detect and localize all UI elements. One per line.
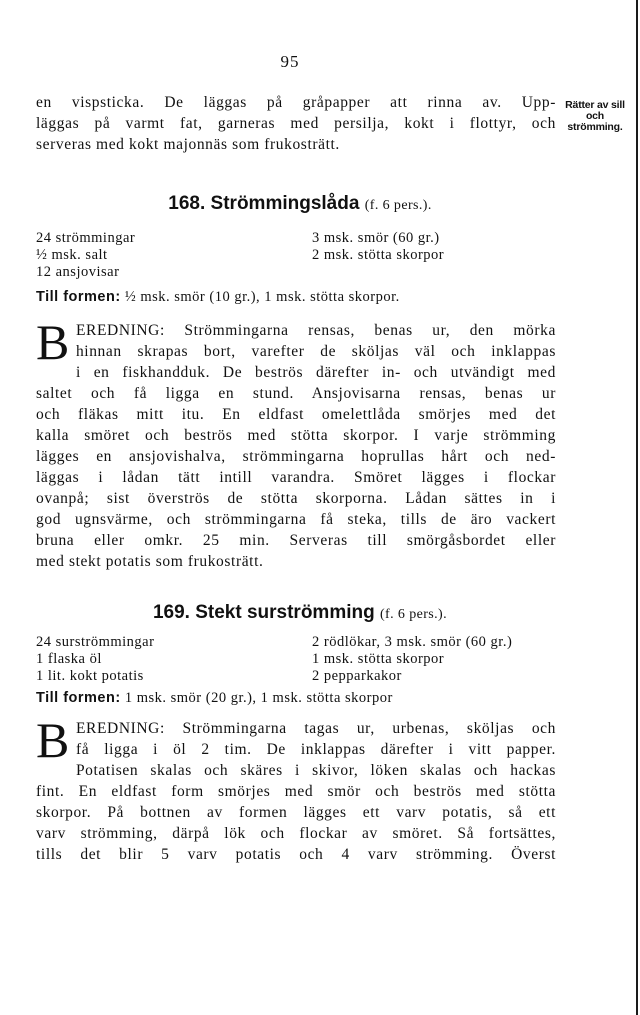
text-line: skorpor. På bottnen av formen lägges ett varv potatis, så ett — [36, 804, 556, 821]
ingredients-right — [312, 634, 512, 685]
recipe-heading — [0, 193, 600, 215]
till-formen-label: Till formen: — [36, 690, 121, 706]
margin-note-line: Rätter av sill — [565, 99, 625, 111]
ingredients-right — [312, 230, 444, 264]
ingredient-item: 24 strömmingar — [36, 230, 136, 246]
till-formen-line — [36, 289, 400, 306]
recipe-title: Stekt surströmming — [195, 602, 375, 623]
ingredient-item: 12 ansjovisar — [36, 264, 120, 280]
margin-note — [553, 100, 637, 133]
text-line: läggas i lådan tätt intill varandra. Smöret lägges i flockar — [36, 469, 556, 486]
margin-note-line: och — [585, 110, 605, 122]
ingredient-item: 3 msk. smör (60 gr.) — [312, 230, 440, 246]
text-line: Potatisen skalas och skäres i skivor, löken skalas och hackas — [75, 762, 556, 779]
text-line: god ugnsvärme, och strömmingarna få steka, tills de äro vackert — [36, 511, 556, 528]
intro-paragraph — [36, 92, 556, 155]
text-line: lägges en ansjovishalva, strömmingarna hoprullas hårt och ned- — [36, 448, 556, 465]
text-line: med stekt potatis som frukosträtt. — [36, 553, 264, 570]
ingredient-item: 1 lit. kokt potatis — [36, 668, 144, 684]
ingredient-item: 1 msk. stötta skorpor — [312, 651, 445, 667]
text-line: ovanpå; sist överströs de stötta skorporna. Lådan sättes in i — [36, 490, 556, 507]
recipe-title: Strömmingslåda — [210, 193, 360, 214]
ingredient-item: 2 pepparkakor — [312, 668, 402, 684]
ingredient-item: 2 msk. stötta skorpor — [312, 247, 445, 263]
text-line: EREDNING: Strömmingarna rensas, benas ur, den mörka — [75, 322, 556, 339]
method-paragraph — [36, 712, 556, 865]
text-line: tills det blir 5 varv potatis och 4 varv strömming. Överst — [36, 846, 556, 863]
drop-cap: B — [36, 314, 70, 370]
text-line: i en fiskhandduk. De beströs därefter in- och utvändigt med — [75, 364, 556, 381]
till-formen-line — [36, 690, 393, 707]
method-paragraph — [36, 314, 556, 572]
ingredient-item: 2 rödlökar, 3 msk. smör (60 gr.) — [312, 634, 513, 650]
drop-cap: B — [36, 712, 70, 768]
text-line: hinnan skrapas bort, varefter de sköljas väl och inklappas — [75, 343, 556, 360]
text-line: serveras med kokt majonnäs som frukosträtt. — [36, 136, 340, 153]
ingredients-left — [36, 634, 154, 685]
text-line: fint. En eldfast form smörjes med smör och beströs med stötta — [36, 783, 556, 800]
recipe-number: 168. — [168, 193, 206, 214]
recipe-servings: (f. 6 pers.). — [364, 198, 432, 213]
text-line: kalla smöret och beströs med stötta skorpor. I varje strömming — [36, 427, 556, 444]
text-line: EREDNING: Strömmingarna tagas ur, urbenas, sköljas och — [75, 720, 556, 737]
ingredients-left — [36, 230, 135, 281]
page-edge-line — [636, 0, 638, 1015]
text-line: bruna eller omkr. 25 min. Serveras till smörgåsbordet eller — [36, 532, 556, 549]
ingredient-item: 24 surströmmingar — [36, 634, 155, 650]
till-formen-label: Till formen: — [36, 289, 121, 305]
text-line: läggas på varmt fat, garneras med persilja, kokt i flottyr, och — [36, 115, 556, 132]
till-formen-text: 1 msk. smör (20 gr.), 1 msk. stötta skorpor — [120, 690, 393, 706]
recipe-heading — [0, 602, 600, 624]
recipe-servings: (f. 6 pers.). — [380, 607, 448, 622]
text-line: få ligga i öl 2 tim. De inklappas därefter i vitt papper. — [75, 741, 556, 758]
text-line: en vispsticka. De läggas på gråpapper att rinna av. Upp- — [36, 94, 556, 111]
till-formen-text: ½ msk. smör (10 gr.), 1 msk. stötta skorpor. — [120, 289, 400, 305]
text-line: varv strömming, därpå lök och flockar av smöret. Så fortsättes, — [36, 825, 556, 842]
ingredient-item: 1 flaska öl — [36, 651, 102, 667]
page-number: 95 — [280, 52, 300, 71]
recipe-number: 169. — [152, 602, 190, 623]
text-line: och fläkas mitt itu. En eldfast omelettlåda smörjes med det — [36, 406, 556, 423]
margin-note-line: strömming. — [567, 121, 623, 133]
ingredient-item: ½ msk. salt — [36, 247, 108, 263]
text-line: saltet och få ligga en stund. Ansjovisarna rensas, benas ur — [36, 385, 556, 402]
